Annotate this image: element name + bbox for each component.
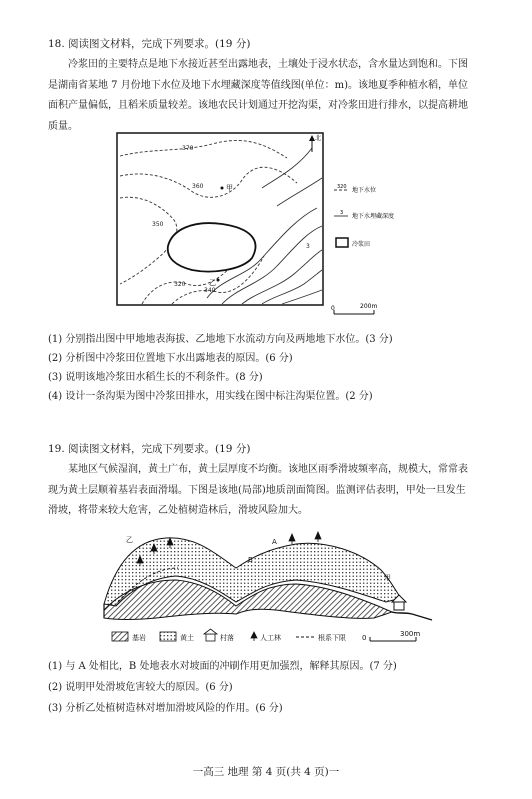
- contour-label-360: 360: [192, 183, 204, 190]
- north-label: 北: [315, 135, 322, 142]
- point-jia: 甲: [226, 184, 233, 192]
- q19-sub-1: (1) 与 A 处相比，B 处地表水对坡面的冲刷作用更加强烈，解释其原因。(7 分): [48, 661, 397, 672]
- legend-bedrock: 基岩: [132, 634, 146, 642]
- legend-cold-paddy: 冷浆田: [352, 241, 371, 248]
- label-a: A: [272, 538, 277, 546]
- q18-material: [48, 55, 488, 137]
- legend-burial-depth: 地下水埋藏深度: [352, 213, 395, 220]
- scale-zero: 0: [331, 305, 335, 312]
- q19-sub-3: (3) 分析乙处植树造林对增加滑坡风险的作用。(6 分): [48, 703, 283, 714]
- map-legend: [334, 184, 394, 248]
- map-scale-bar: [331, 303, 377, 314]
- q19-line-2: 现为黄土层顺着基岩表面滑塌。下图是该地(局部)地质剖面简图。监测评估表明，甲处一旦发生: [48, 484, 466, 496]
- legend-prefix-depth: 3: [340, 210, 344, 216]
- q19-line-3: 滑坡，将带来较大危害，乙处植树造林后，滑坡风险加大。: [48, 505, 308, 516]
- geologic-cross-section: [96, 522, 436, 647]
- legend-prefix-water: 320: [337, 184, 347, 190]
- q18-line-3: 面积产量偏低，且稻米质量较差。该地农民计划通过开挖沟渠，对冷浆田进行排水，以提高耕地: [48, 100, 468, 111]
- q18-sub-4: (4) 设计一条沟渠为图中冷浆田排水，用实线在图中标注沟渠位置。(2 分): [48, 391, 373, 402]
- contour-label-320: 320: [174, 281, 186, 288]
- q19-sub-2: (2) 说明甲处滑坡危害较大的原因。(6 分): [48, 682, 233, 693]
- legend-village: 村落: [220, 634, 234, 642]
- q18-sub-2: (2) 分析图中冷浆田位置地下水出露地表的原因。(6 分): [48, 353, 293, 364]
- q19-material: [48, 460, 488, 522]
- legend-root-limit: 根系下限: [318, 634, 346, 642]
- label-yi: 乙: [126, 536, 133, 544]
- legend-water-table: 地下水位: [352, 187, 377, 194]
- section-legend: [112, 629, 420, 642]
- point-yi: 乙: [209, 279, 216, 287]
- label-jia: 甲: [384, 574, 391, 582]
- q19-line-1: 某地区气候湿润，黄土广布，黄土层厚度不均衡。该地区雨季滑坡频率高，规模大，常常表: [68, 464, 468, 475]
- q18-line-1: 冷浆田的主要特点是地下水接近甚至出露地表，土壤处于浸水状态，含水量达到饱和。下图: [68, 59, 468, 70]
- page-footer: 一高三 地理 第 4 页(共 4 页)一: [192, 766, 340, 778]
- q18-line-2: 是湖南省某地 7 月份地下水位及地下水埋藏深度等值线图(单位：m)。该地夏季种植水稻，单位: [48, 79, 469, 91]
- legend-loess: 黄土: [180, 634, 194, 642]
- contour-label-depth: 3: [306, 243, 310, 250]
- contour-labels: [152, 145, 310, 294]
- groundwater-contour-map: [112, 128, 412, 326]
- map-frame: [117, 133, 323, 305]
- contour-label-340: 340: [204, 287, 216, 294]
- cold-paddy-field: [168, 223, 256, 271]
- section-scale-zero: 0: [362, 634, 367, 642]
- q18-sub-3: (3) 说明该地冷浆田水稻生长的不利条件。(8 分): [48, 372, 263, 383]
- q18-line-4: 质量。: [48, 120, 78, 132]
- contour-label-350: 350: [152, 221, 164, 228]
- legend-forest: 人工林: [260, 634, 281, 642]
- section-scale-300m: 300m: [400, 630, 421, 638]
- q18-title: 18. 阅读图文材料，完成下列要求。(19 分): [48, 38, 251, 50]
- q18-sub-1: (1) 分别指出图中甲地地表海拔、乙地地下水流动方向及两地地下水位。(3 分): [48, 334, 393, 345]
- q19-title: 19. 阅读图文材料，完成下列要求。(19 分): [48, 443, 251, 455]
- label-b: B: [248, 556, 253, 564]
- contour-label-370: 370: [182, 145, 194, 152]
- scale-200m: 200m: [360, 303, 378, 310]
